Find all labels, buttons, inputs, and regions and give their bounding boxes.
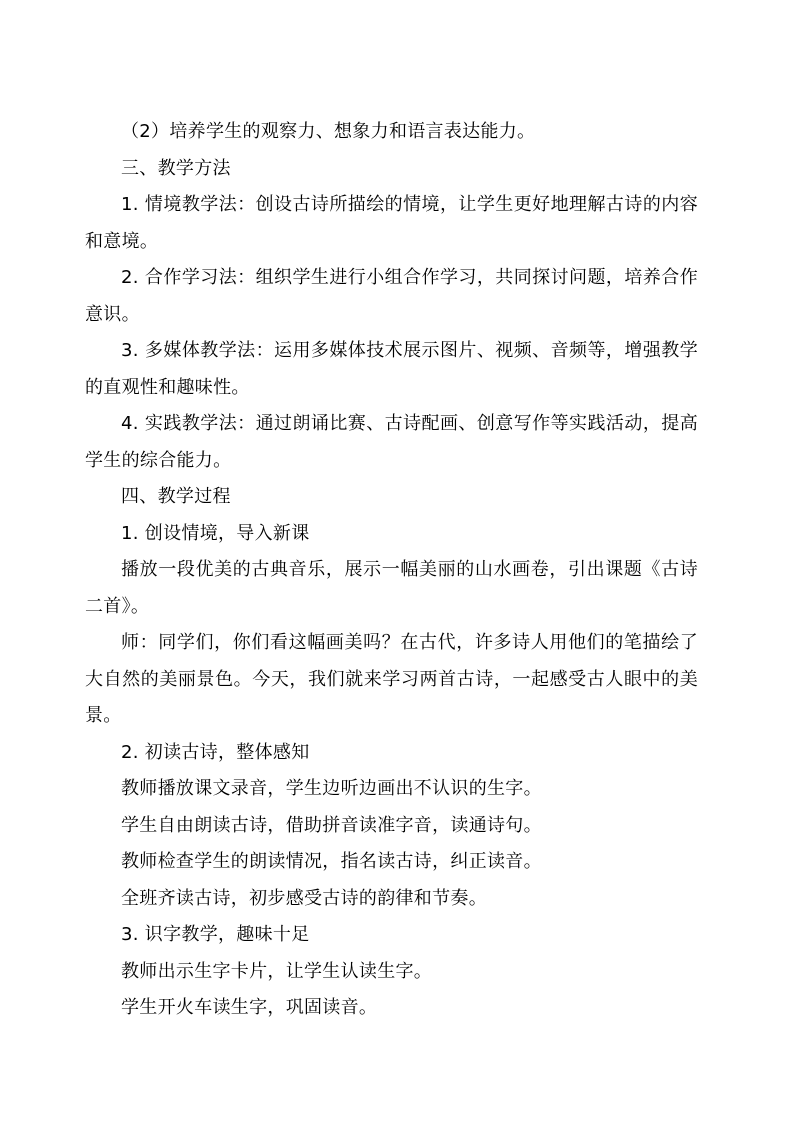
paragraph-method-1: 1. 情境教学法：创设古诗所描绘的情境，让学生更好地理解古诗的内容和意境。 — [85, 194, 698, 252]
paragraph-method-4: 4. 实践教学法：通过朗诵比赛、古诗配画、创意写作等实践活动，提高学生的综合能力。 — [85, 413, 698, 471]
paragraph-method-2: 2. 合作学习法：组织学生进行小组合作学习，共同探讨问题，培养合作意识。 — [85, 267, 698, 325]
paragraph-step-2-b: 学生自由朗读古诗，借助拼音读准字音，读通诗句。 — [121, 814, 542, 836]
paragraph-step-1-body: 播放一段优美的古典音乐，展示一幅美丽的山水画卷，引出课题《古诗二首》。 — [85, 559, 698, 617]
section-heading-teaching-process: 四、教学过程 — [121, 486, 231, 507]
paragraph-method-3: 3. 多媒体教学法：运用多媒体技术展示图片、视频、音频等，增强教学的直观性和趣味性。 — [85, 340, 698, 398]
section-heading-teaching-methods: 三、教学方法 — [121, 157, 231, 179]
subheading-step-1: 1. 创设情境，导入新课 — [121, 522, 310, 544]
subheading-step-2: 2. 初读古诗，整体感知 — [121, 741, 310, 763]
paragraph-step-3-b: 学生开火车读生字，巩固读音。 — [121, 997, 378, 1018]
paragraph-ability-goal: （2）培养学生的观察力、想象力和语言表达能力。 — [121, 121, 536, 142]
paragraph-step-2-d: 全班齐读古诗，初步感受古诗的韵律和节奏。 — [121, 887, 487, 909]
paragraph-teacher-dialogue: 师：同学们，你们看这幅画美吗？在古代，许多诗人用他们的笔描绘了大自然的美丽景色。今天，我们就来学习两首古诗，一起感受古人眼中的美景。 — [85, 632, 698, 726]
subheading-step-3: 3. 识字教学，趣味十足 — [121, 924, 310, 945]
paragraph-step-3-a: 教师出示生字卡片，让学生认读生字。 — [121, 960, 433, 982]
paragraph-step-2-a: 教师播放课文录音，学生边听边画出不认识的生字。 — [121, 778, 542, 799]
paragraph-step-2-c: 教师检查学生的朗读情况，指名读古诗，纠正读音。 — [121, 851, 542, 872]
